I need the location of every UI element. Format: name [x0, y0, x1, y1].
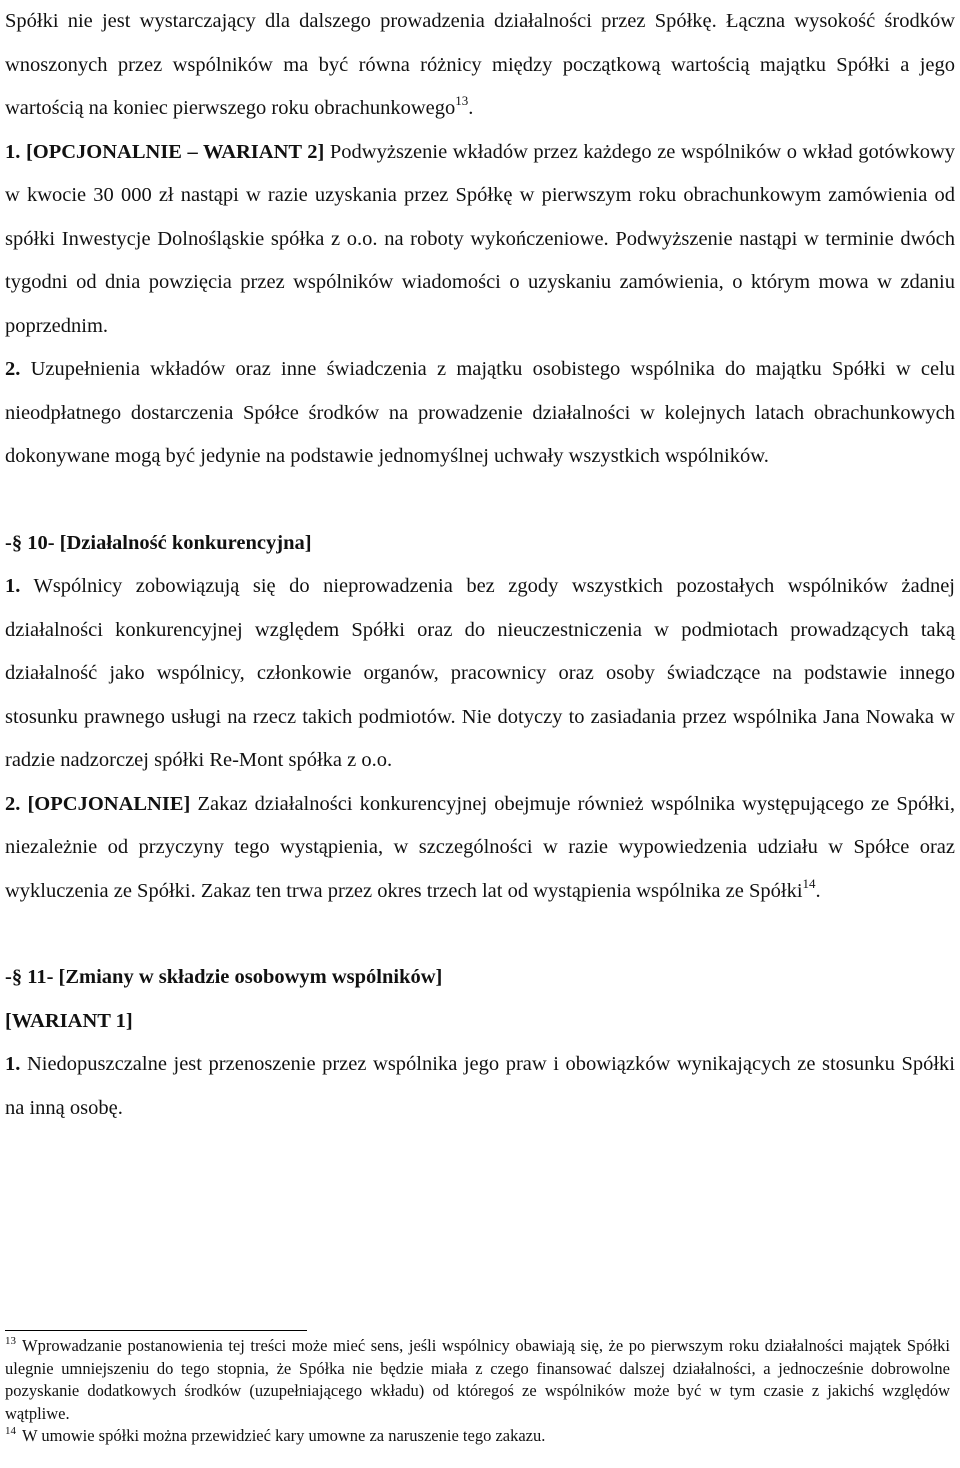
paragraph-text: Spółki nie jest wystarczający dla dalszego prowadzenia działalności przez Spółkę. Łączna wysokość środków wnoszonych przez wspólników ma być równa różnicy między początkową wartością majątku Spółki a jego wartością na koniec pierwszego roku obrachunkowego	[5, 10, 955, 119]
section-gap	[5, 479, 955, 522]
paragraph-text: Wspólnicy zobowiązują się do nieprowadzenia bez zgody wszystkich pozostałych wspólników żadnej działalności konkurencyjnej względem Spółki oraz do nieuczestniczenia w podmiotach prowadzących taką działalność jako wspólnicy, członkowie organów, pracownicy oraz osoby świadczące na podstawie innego stosunku prawnego usługi na rzecz takich podmiotów. Nie dotyczy to zasiadania przez wspólnika Jana Nowaka w radzie nadzorczej spółki Re-Mont spółka z o.o.	[5, 575, 955, 771]
footnotes-section	[5, 1330, 950, 1448]
document-page	[5, 0, 955, 1130]
paragraph-text: Podwyższenie wkładów przez każdego ze wspólników o wkład gotówkowy w kwocie 30 000 zł nastąpi w razie uzyskania przez Spółkę w pierwszym roku obrachunkowym zamówienia od spółki Inwestycje Dolnośląskie spółka z o.o. na roboty wykończeniowe. Podwyższenie nastąpi w terminie dwóch tygodni od dnia powzięcia przez wspólników wiadomości o uzyskaniu zamówienia, o którym mowa w zdaniu poprzednim.	[5, 140, 956, 337]
variant-label: [WARIANT 1]	[5, 1009, 133, 1032]
paragraph-1-variant-2	[5, 131, 955, 349]
optional-label: [OPCJONALNIE]	[27, 792, 191, 815]
footnote-13	[5, 1335, 950, 1425]
paragraph-text: Zakaz działalności konkurencyjnej obejmuje również wspólnika występującego ze Spółki, niezależnie od przyczyny tego wystąpienia, w szczególności w razie wypowiedzenia udziału w Spółce oraz wykluczenia ze Spółki. Zakaz ten trwa przez okres trzech lat od wystąpienia wspólnika ze Spółki	[5, 792, 956, 902]
paragraph-number: 2.	[5, 792, 21, 815]
footnote-ref-13[interactable]: 13	[455, 93, 469, 108]
footnote-text: W umowie spółki można przewidzieć kary umowne za naruszenie tego zakazu.	[22, 1426, 546, 1445]
footnote-number: 14	[5, 1425, 16, 1437]
footnote-separator	[5, 1330, 307, 1331]
paragraph-number: 2.	[5, 358, 21, 380]
paragraph-text: Uzupełnienia wkładów oraz inne świadczenia z majątku osobistego wspólnika do majątku Spółki w celu nieodpłatnego dostarczenia Spółce środków na prowadzenie działalności w kolejnych latach obrachunkowych dokonywane mogą być jedynie na podstawie jednomyślnej uchwały wszystkich wspólników.	[5, 358, 956, 467]
paragraph-text: Niedopuszczalne jest przenoszenie przez wspólnika jego praw i obowiązków wynikających ze stosunku Spółki na inną osobę.	[5, 1053, 955, 1119]
paragraph-10-1	[5, 565, 955, 783]
section-heading-11: -§ 11- [Zmiany w składzie osobowym wspólników]	[5, 966, 443, 988]
paragraph-continuation	[5, 0, 955, 131]
paragraph-number: 1.	[5, 575, 21, 597]
footnote-14	[5, 1425, 950, 1448]
paragraph-11-1	[5, 1043, 955, 1130]
paragraph-2	[5, 348, 955, 479]
optional-label: [OPCJONALNIE – WARIANT 2]	[25, 140, 325, 163]
footnote-number: 13	[5, 1335, 16, 1347]
paragraph-end: .	[815, 879, 821, 902]
paragraph-number: 1.	[5, 140, 21, 163]
paragraph-number: 1.	[5, 1053, 21, 1075]
paragraph-10-2	[5, 783, 955, 914]
section-gap	[5, 913, 955, 956]
paragraph-end: .	[468, 97, 474, 119]
footnote-ref-14[interactable]: 14	[802, 875, 816, 891]
footnote-text: Wprowadzanie postanowienia tej treści może mieć sens, jeśli wspólnicy obawiają się, że po pierwszym roku działalności majątek Spółki ulegnie umniejszeniu do tego stopnia, że Spółka nie będzie miała z czego finansować dalszej działalności, a jednocześnie dobrowolne pozyskanie dodatkowych środków (uzupełniającego wkładu) od któregoś ze wspólników może być w tym czasie z jakichś względów wątpliwe.	[5, 1336, 950, 1423]
section-heading-10: -§ 10- [Działalność konkurencyjna]	[5, 531, 312, 554]
